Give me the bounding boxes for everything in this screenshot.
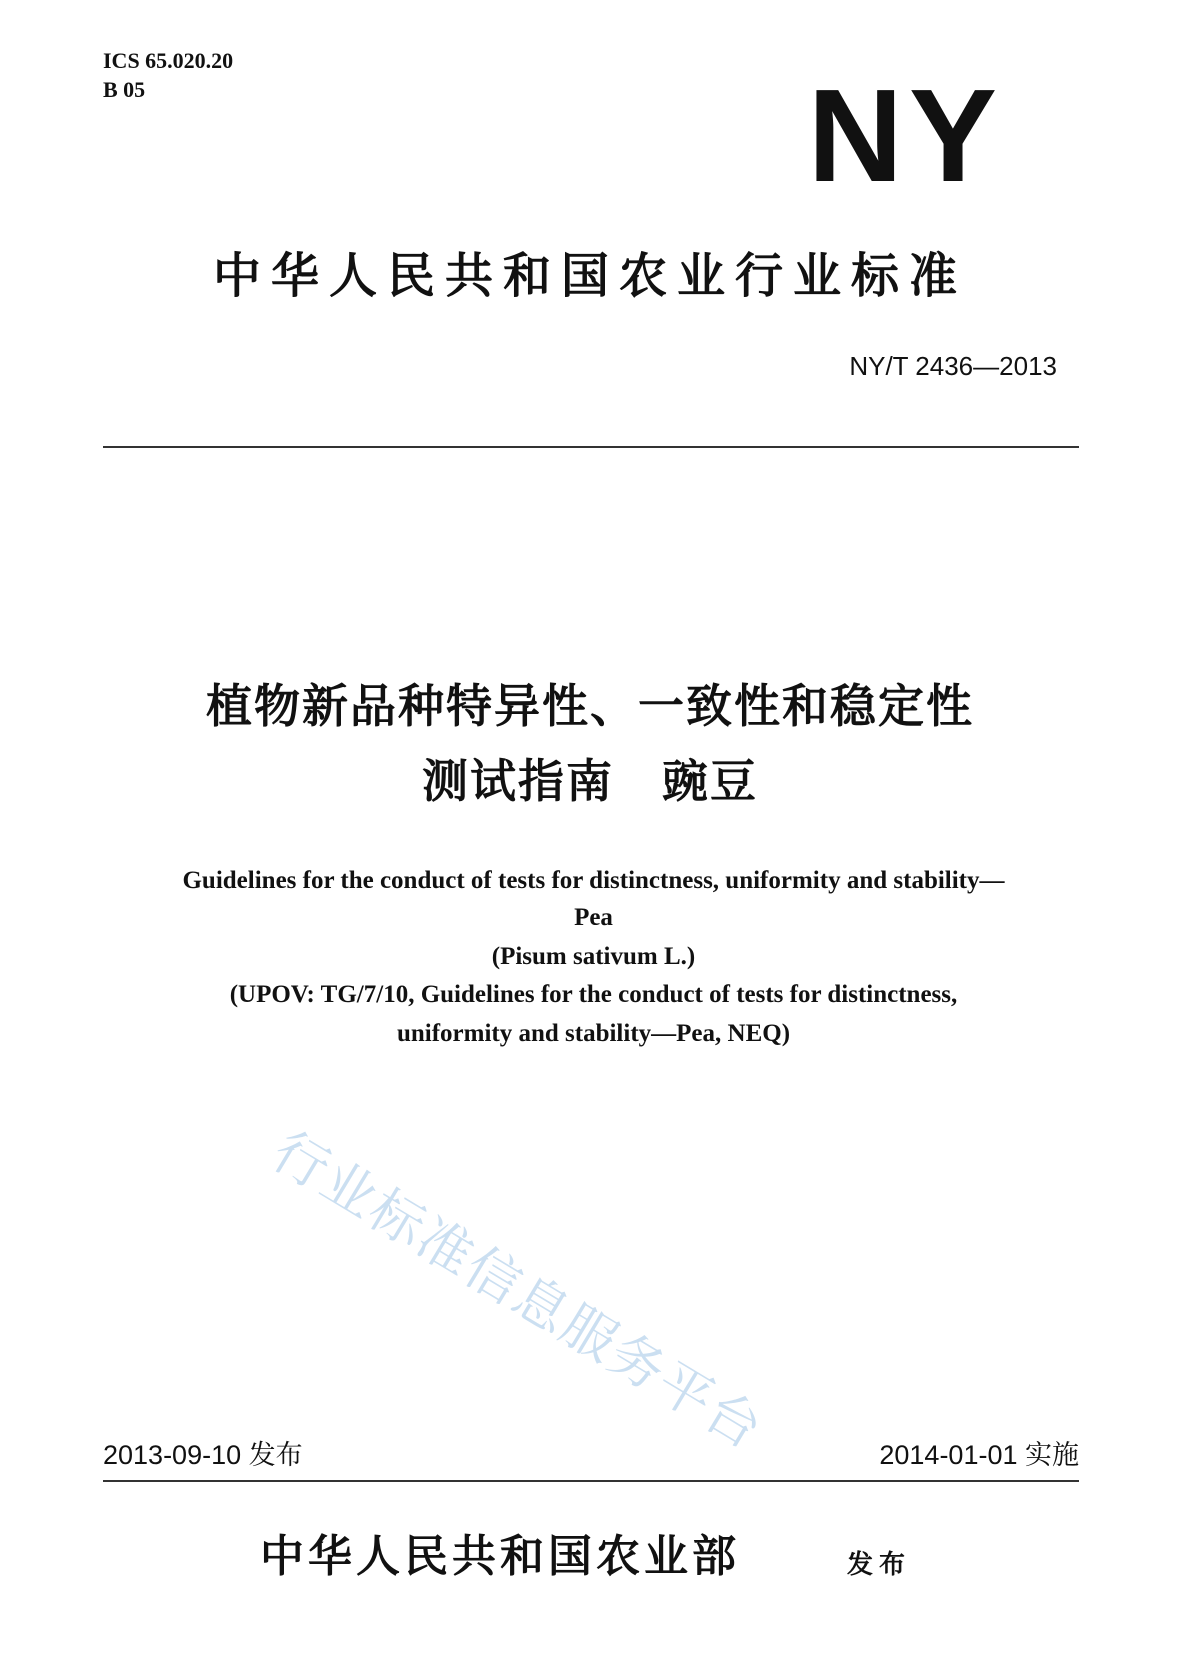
bottom-rule xyxy=(103,1480,1079,1482)
chinese-title-line-2: 测试指南 豌豆 xyxy=(422,754,758,808)
scientific-name-text: (Pisum sativum L.) xyxy=(491,943,696,970)
watermark: 行业标准信息服务平台 xyxy=(261,1119,775,1462)
implement-date: 2014-01-01 实施 xyxy=(879,1440,1079,1470)
standard-logo: NY xyxy=(807,62,1003,209)
standard-number: NY/T 2436—2013 xyxy=(849,351,1057,381)
english-title-line-2: Pea xyxy=(574,904,613,931)
english-title-line-5: uniformity and stability—Pea, NEQ) xyxy=(396,1020,791,1047)
chinese-title-line-1: 植物新品种特异性、一致性和稳定性 xyxy=(206,679,974,733)
ics-code: ICS 65.020.20 xyxy=(103,48,234,73)
english-title-line-4: (UPOV: TG/7/10, Guidelines for the conduct of tests for distinctness, xyxy=(229,981,958,1008)
issue-label: 发布 xyxy=(847,1550,912,1580)
standard-title: 中华人民共和国农业行业标准 xyxy=(212,248,967,304)
english-title-line-1: Guidelines for the conduct of tests for distinctness, uniformity and stability— xyxy=(182,867,1005,894)
scientific-name-line xyxy=(70,944,1117,969)
top-rule xyxy=(103,446,1079,448)
publish-date: 2013-09-10 发布 xyxy=(103,1440,303,1470)
issuing-authority: 中华人民共和国农业部 xyxy=(260,1531,740,1582)
classification-code: B 05 xyxy=(103,77,146,102)
